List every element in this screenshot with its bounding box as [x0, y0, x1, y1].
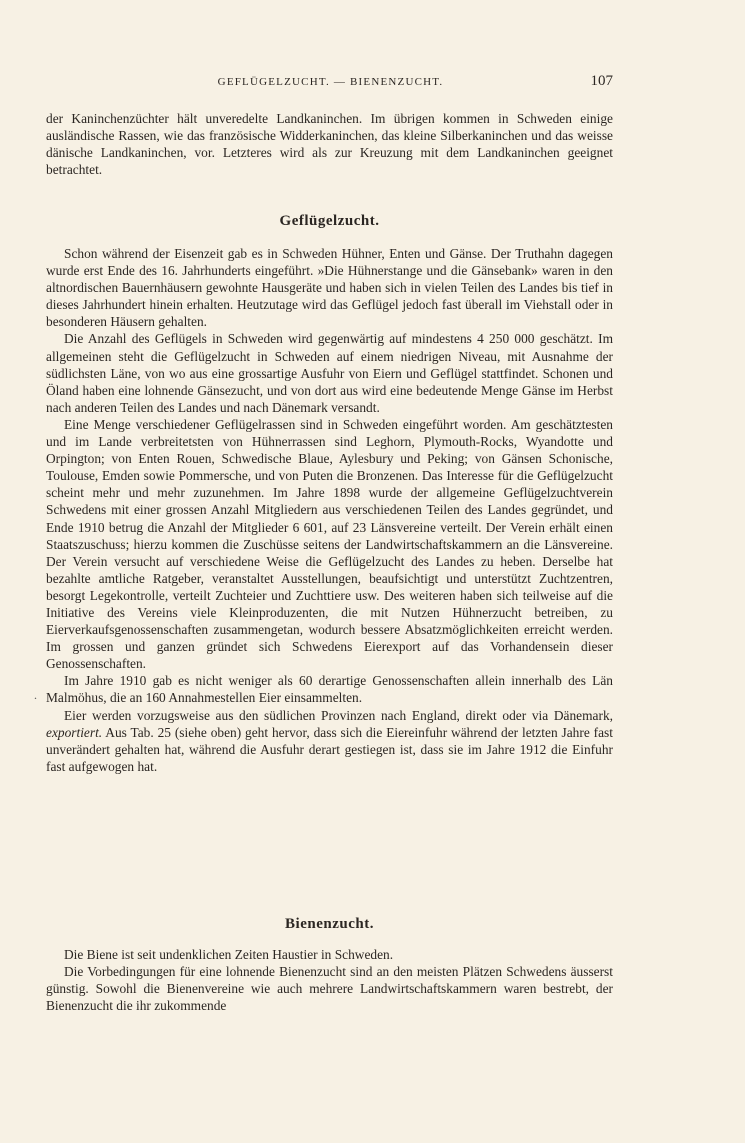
intro-paragraph: der Kaninchenzüchter hält unveredelte Landkaninchen. Im übrigen kommen in Schweden einige ausländische Rassen, wie das französische Widderkaninchen, das kleine Silberkaninchen und das weisse dänische Landkaninchen, vor. Letzteres wird als zur Kreuzung mit dem Landkaninchen geeignet betrachtet.: [46, 111, 613, 178]
gefluegelzucht-section: [46, 245, 613, 775]
italic-emphasis: exportiert.: [46, 724, 103, 740]
paragraph-text: Eier werden vorzugsweise aus den südlichen Provinzen nach England, direkt oder via Dänemark,: [64, 707, 613, 723]
paragraph: [46, 707, 613, 775]
section-heading-gefluegelzucht: Geflügelzucht.: [279, 213, 380, 229]
paragraph-text: Aus Tab. 25 (siehe oben) geht hervor, dass sich die Eiereinfuhr während der letzten Jahre fast unverändert gehalten hat, während die Ausfuhr derart gestiegen ist, dass sie im Jahre 1912 die Einfuhr fast aufgewogen hat.: [46, 724, 613, 774]
paragraph: Die Anzahl des Geflügels in Schweden wird gegenwärtig auf mindestens 4 250 000 geschätzt. Im allgemeinen steht die Geflügelzucht in Schweden auf einem niedrigen Niveau, mit Ausnahme der südlichsten Läne, von wo aus eine grossartige Ausfuhr von Eiern und Geflügel stattfindet. Schonen und Öland haben eine lohnende Gänsezucht, und von dort aus wird eine bedeutende Menge Gänse im Herbst nach anderen Teilen des Landes und nach Dänemark versandt.: [46, 331, 613, 415]
intro-block: [46, 110, 613, 178]
page-number: 107: [590, 73, 613, 89]
running-title: GEFLÜGELZUCHT. — BIENENZUCHT.: [217, 76, 444, 88]
bienenzucht-section: [46, 946, 613, 1014]
paragraph: Die Vorbedingungen für eine lohnende Bienenzucht sind an den meisten Plätzen Schwedens äusserst günstig. Sowohl die Bienenvereine wie auch mehrere Landwirtschaftskammern waren bestrebt, der Bienenzucht die ihr zukommende: [46, 964, 613, 1014]
section-heading-bienenzucht: Bienenzucht.: [285, 916, 374, 932]
running-header: [48, 73, 613, 92]
margin-mark: .: [34, 688, 37, 702]
paragraph: Eine Menge verschiedener Geflügelrassen sind in Schweden eingeführt worden. Am geschätztesten und im Lande verbreitetsten von Hühnerrassen sind Leghorn, Plymouth-Rocks, Wyandotte und Orpington; von Enten Rouen, Schwedische Blaue, Aylesbury und Peking; von Gänsen Schonische, Toulouse, Emden sowie Pommersche, und von Puten die Bronzenen. Das Interesse für die Geflügelzucht scheint mehr und mehr zuzunehmen. Im Jahre 1898 wurde der allgemeine Geflügelzuchtverein Schwedens mit einer grossen Anzahl Mitgliedern aus verschiedenen Teilen des Landes gegründet, und Ende 1910 betrug die Anzahl der Mitglieder 6 601, auf 23 Länsvereine verteilt. Der Verein erhält einen Staatszuschuss; hierzu kommen die Zuschüsse seitens der Landwirtschaftskammern an die Länsvereine. Der Verein versucht auf verschiedene Weise die Geflügelzucht des Landes zu heben. Derselbe hat bezahlte amtliche Ratgeber, veranstaltet Ausstellungen, beaufsichtigt und unterstützt Zuchtzentren, besorgt Legekontrolle, verteilt Zuchteier und Zuchttiere usw. Des weiteren haben sich teilweise auf die Initiative des Vereins viele Kleinproduzenten, die mit Nutzen Hühnerzucht betreiben, zu Eierverkaufsgenossenschaften zusammengetan, wodurch bessere Absatzmöglichkeiten erreicht werden. Im grossen und ganzen gründet sich Schwedens Eierexport auf das Vorhandensein dieser Genossenschaften.: [46, 416, 613, 672]
paragraph: Die Biene ist seit undenklichen Zeiten Haustier in Schweden.: [64, 947, 394, 962]
paragraph: Schon während der Eisenzeit gab es in Schweden Hühner, Enten und Gänse. Der Truthahn dagegen wurde erst Ende des 16. Jahrhunderts eingeführt. »Die Hühnerstange und die Gänsebank» waren in den altnordischen Bauernhäusern gewohnte Hausgeräte und haben sich in vielen Teilen des Landes bis tief in dieses Jahrhundert hinein erhalten. Heutzutage wird das Geflügel jedoch fast überall im Viehstall oder in besonderen Häusern gehalten.: [46, 246, 613, 330]
paragraph: Im Jahre 1910 gab es nicht weniger als 60 derartige Genossenschaften allein innerhalb des Län Malmöhus, die an 160 Annahmestellen Eier einsammelten.: [46, 673, 613, 706]
